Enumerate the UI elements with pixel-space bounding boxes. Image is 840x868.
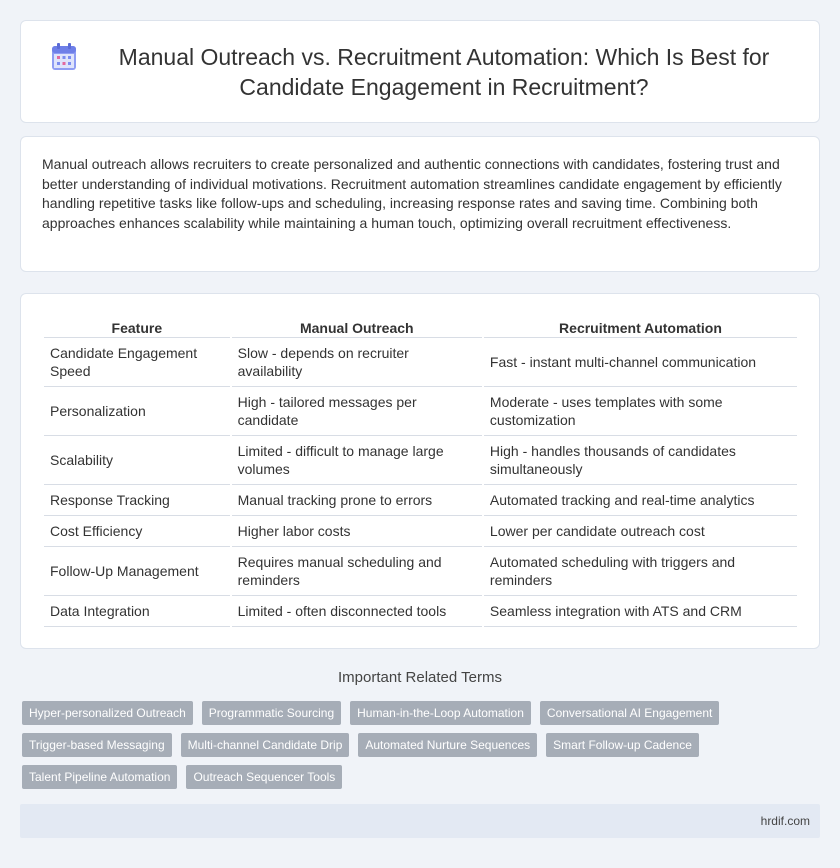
intro-paragraph: Manual outreach allows recruiters to create personalized and authentic connections with candidates, fostering trust and better understanding of individual motivations. Recruitment automation streamlines candidate engagement by efficiently handling repetitive tasks like follow-ups and scheduling, increasing response rates and saving time. Combining both approaches enhances scalability while maintaining a human touch, optimizing overall recruitment effectiveness. (42, 156, 782, 231)
header-recruitment-automation: Recruitment Automation (484, 316, 797, 338)
table-row (44, 547, 797, 596)
feature-cell: Scalability (44, 436, 230, 485)
comparison-table (42, 316, 799, 627)
related-term-tag[interactable]: Human-in-the-Loop Automation (350, 701, 531, 725)
table-row (44, 485, 797, 516)
feature-cell: Follow-Up Management (44, 547, 230, 596)
intro-card (20, 136, 820, 272)
related-term-tag[interactable]: Multi-channel Candidate Drip (181, 733, 350, 757)
automation-cell: High - handles thousands of candidates simultaneously (484, 436, 797, 485)
related-term-tag[interactable]: Automated Nurture Sequences (358, 733, 537, 757)
feature-cell: Candidate Engagement Speed (44, 338, 230, 387)
automation-cell: Lower per candidate outreach cost (484, 516, 797, 547)
automation-cell: Automated tracking and real-time analytics (484, 485, 797, 516)
related-term-tag[interactable]: Smart Follow-up Cadence (546, 733, 699, 757)
manual-cell: Requires manual scheduling and reminders (232, 547, 482, 596)
feature-cell: Cost Efficiency (44, 516, 230, 547)
automation-cell: Automated scheduling with triggers and reminders (484, 547, 797, 596)
calendar-icon (51, 43, 77, 71)
related-term-tag[interactable]: Conversational AI Engagement (540, 701, 719, 725)
related-term-tag[interactable]: Programmatic Sourcing (202, 701, 341, 725)
related-term-tag[interactable]: Outreach Sequencer Tools (186, 765, 342, 789)
automation-cell: Moderate - uses templates with some customization (484, 387, 797, 436)
related-term-tag[interactable]: Hyper-personalized Outreach (22, 701, 193, 725)
manual-cell: Limited - difficult to manage large volumes (232, 436, 482, 485)
manual-cell: High - tailored messages per candidate (232, 387, 482, 436)
related-terms-list (22, 701, 812, 789)
footer (20, 804, 820, 838)
related-term-tag[interactable]: Trigger-based Messaging (22, 733, 172, 757)
manual-cell: Slow - depends on recruiter availability (232, 338, 482, 387)
related-term-tag[interactable]: Talent Pipeline Automation (22, 765, 177, 789)
footer-site-link[interactable]: hrdif.com (760, 814, 810, 828)
related-terms-heading: Important Related Terms (338, 669, 502, 686)
table-row (44, 387, 797, 436)
page-title: Manual Outreach vs. Recruitment Automation: Which Is Best for Candidate Engagement in Recruitment? (118, 43, 770, 100)
feature-cell: Personalization (44, 387, 230, 436)
header-manual-outreach: Manual Outreach (232, 316, 482, 338)
manual-cell: Manual tracking prone to errors (232, 485, 482, 516)
title-card (20, 20, 820, 123)
manual-cell: Limited - often disconnected tools (232, 596, 482, 627)
table-row (44, 516, 797, 547)
table-row (44, 596, 797, 627)
table-row (44, 436, 797, 485)
table-header-row (44, 316, 797, 338)
automation-cell: Fast - instant multi-channel communication (484, 338, 797, 387)
table-row (44, 338, 797, 387)
feature-cell: Response Tracking (44, 485, 230, 516)
feature-cell: Data Integration (44, 596, 230, 627)
automation-cell: Seamless integration with ATS and CRM (484, 596, 797, 627)
comparison-card (20, 293, 820, 649)
header-feature: Feature (44, 316, 230, 338)
manual-cell: Higher labor costs (232, 516, 482, 547)
